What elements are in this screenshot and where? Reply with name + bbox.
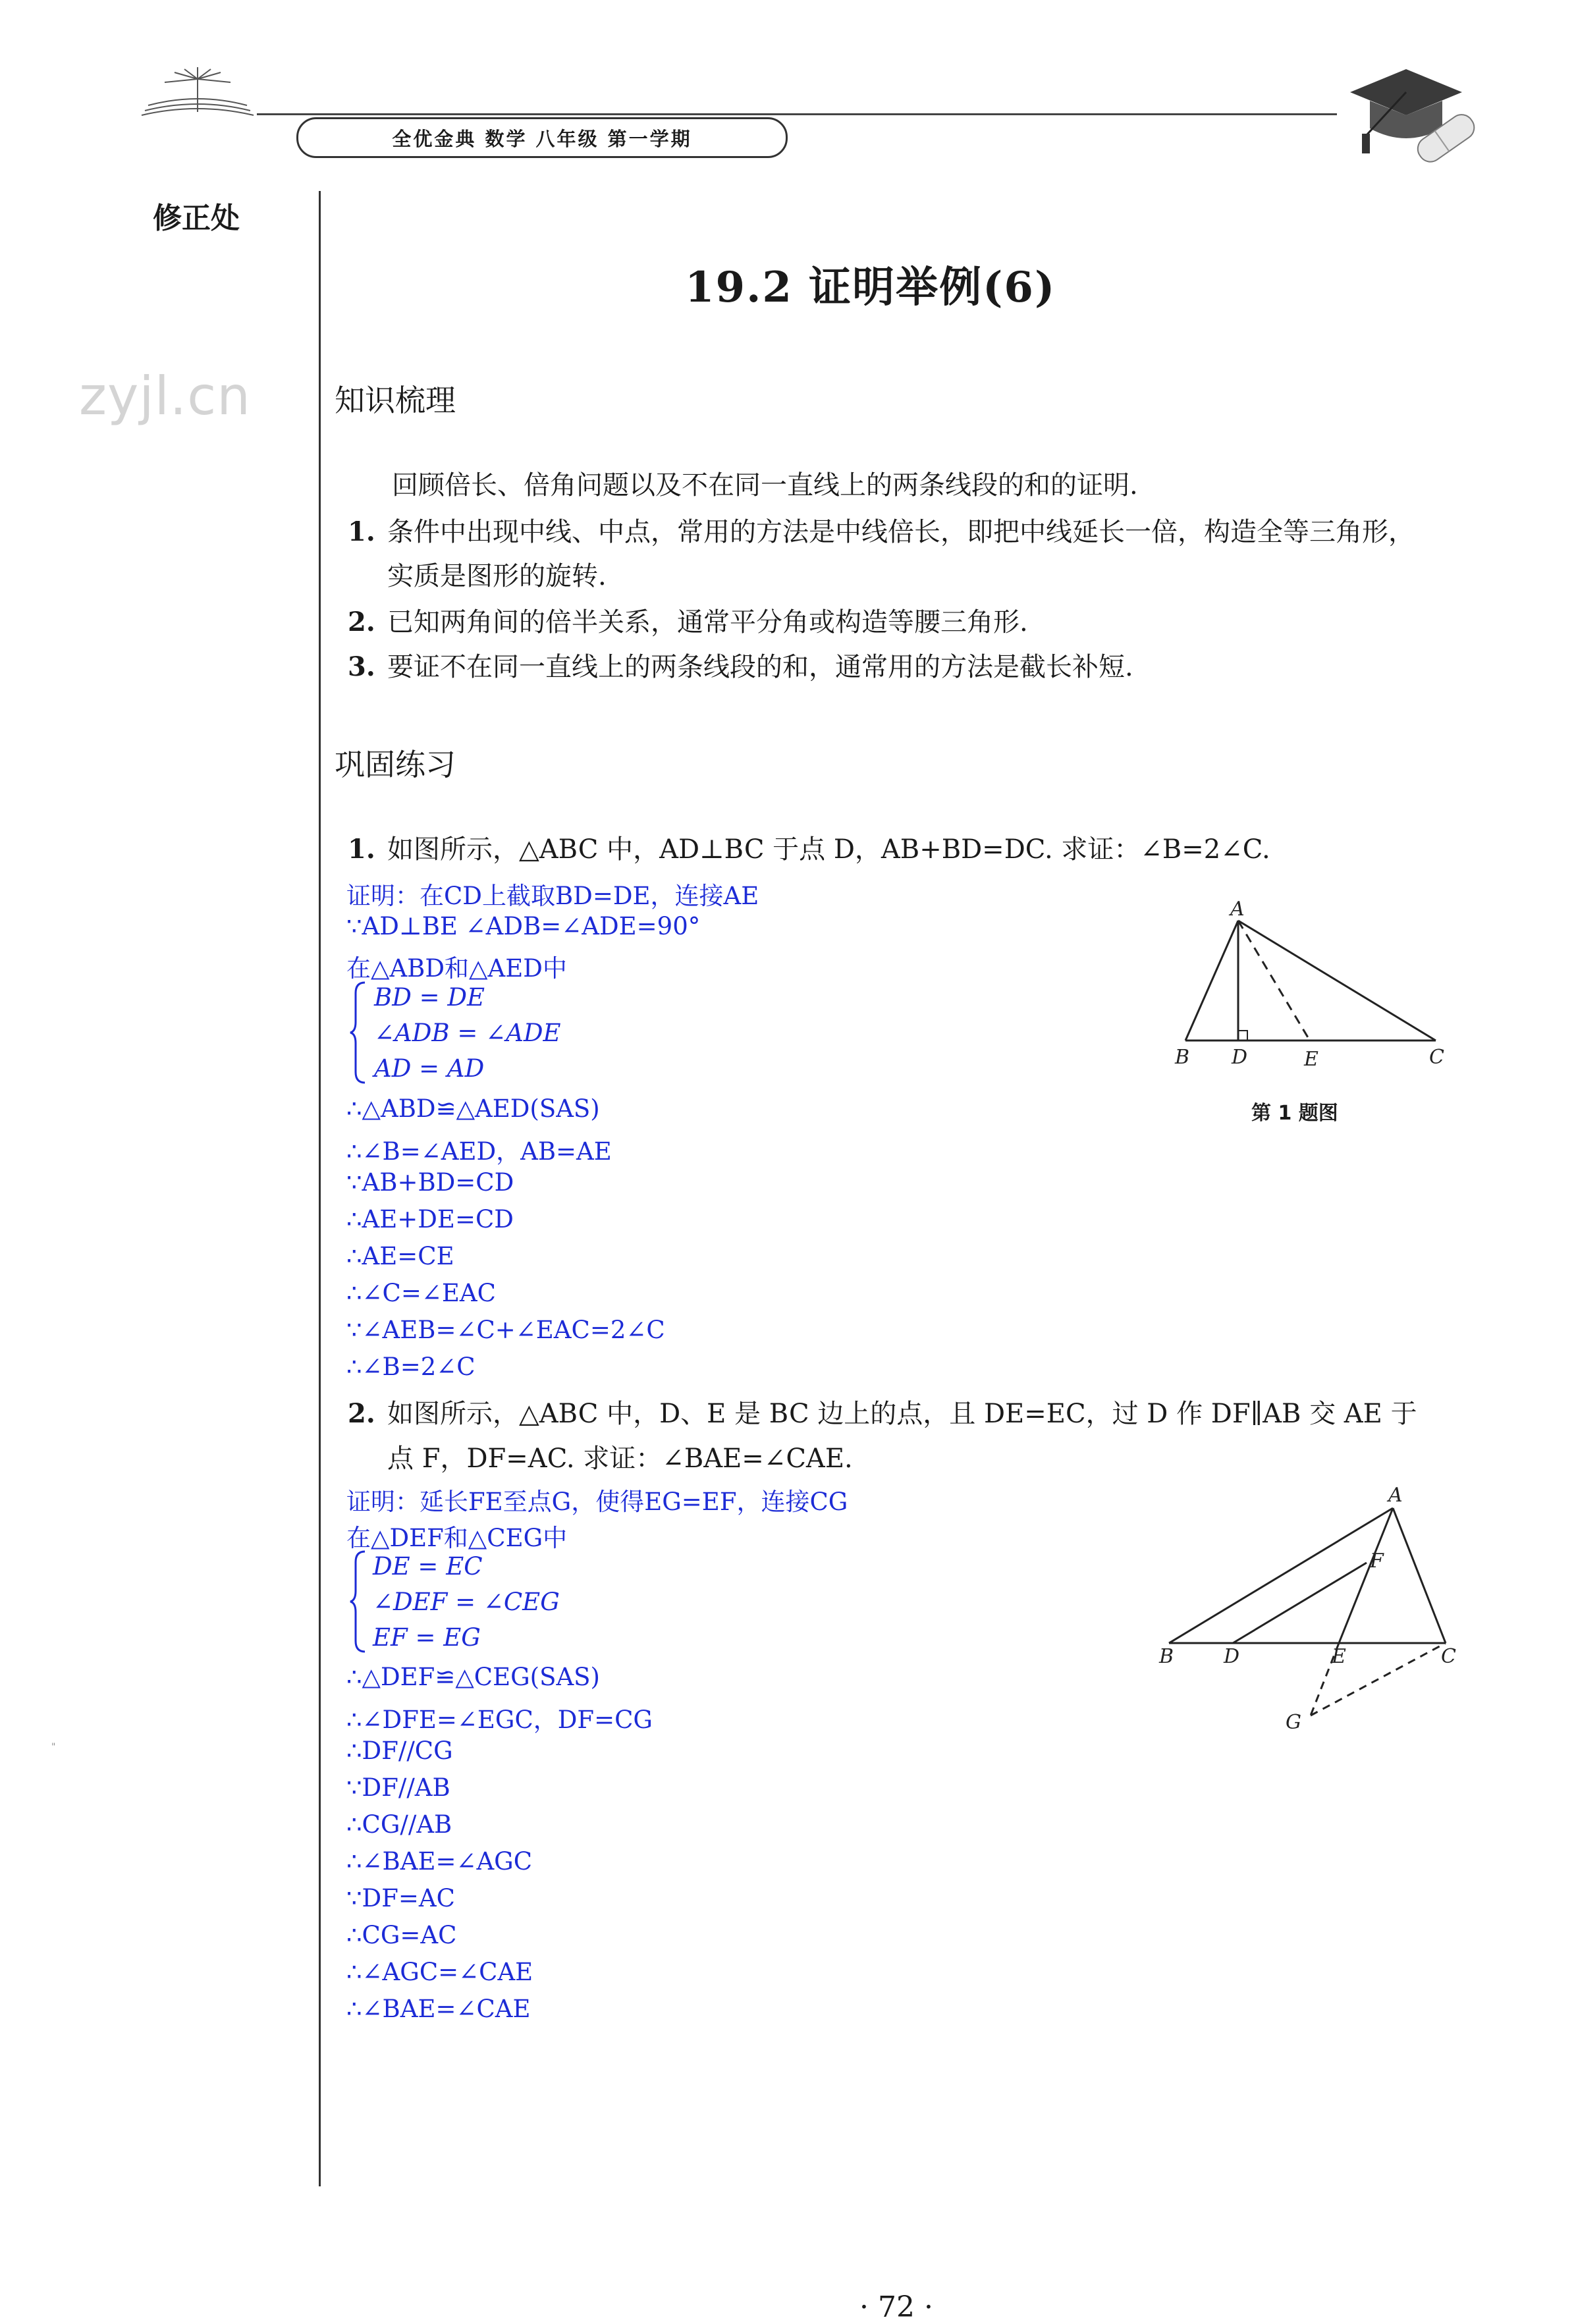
q2-label-c: C	[1441, 1645, 1456, 1668]
q1-after-line-1: ∴△ABD≌△AED(SAS)	[346, 1094, 600, 1123]
q2-proof-line-1: 证明：延长FE至点G，使得EG=EF，连接CG	[346, 1488, 848, 1516]
q1-number: 1.	[348, 834, 375, 865]
q1-label-a: A	[1230, 898, 1245, 921]
q2-segment-ab	[1169, 1508, 1393, 1643]
q2-after-line-3: ∴DF//CG	[346, 1737, 453, 1765]
q2-after-line-8: ∴CG=AC	[346, 1921, 457, 1949]
q2-figure	[1146, 1475, 1475, 1739]
q1-after-line-3: ∵AB+BD=CD	[346, 1168, 514, 1197]
q1-label-b: B	[1175, 1046, 1190, 1069]
q2-after-line-5: ∴CG//AB	[346, 1810, 452, 1839]
knowledge-item-3-line-1: 要证不在同一直线上的两条线段的和，通常用的方法是截长补短.	[387, 652, 1133, 682]
q1-after-line-8: ∴∠B=2∠C	[346, 1353, 476, 1381]
q2-statement-line-2: 点 F，DF=AC. 求证：∠BAE=∠CAE.	[387, 1444, 853, 1474]
q1-segment-ab	[1185, 921, 1238, 1040]
q1-label-e: E	[1304, 1048, 1318, 1071]
q1-segment-ac	[1238, 921, 1436, 1040]
q1-proof-line-1: 证明：在CD上截取BD=DE，连接AE	[346, 882, 759, 910]
knowledge-item-3-num: 3.	[348, 651, 375, 682]
q2-brace-row-1: DE = EC	[373, 1552, 483, 1581]
q1-figure-caption: 第 1 题图	[1251, 1102, 1338, 1125]
q2-brace	[349, 1549, 369, 1654]
q1-figure	[1166, 889, 1462, 1080]
correction-margin-label: 修正处	[153, 202, 240, 235]
q2-after-line-2: ∴∠DFE=∠EGC，DF=CG	[346, 1706, 653, 1734]
q1-brace	[349, 980, 369, 1085]
section-title: 19.2 证明举例(6)	[685, 263, 1056, 312]
q2-statement-line-1: 如图所示，△ABC 中，D、E 是 BC 边上的点，且 DE=EC，过 D 作 DF∥AB 交 AE 于	[387, 1399, 1417, 1429]
q1-right-angle-mark	[1238, 1031, 1247, 1040]
margin-divider-lower	[319, 1390, 321, 2186]
q2-after-line-4: ∵DF//AB	[346, 1773, 450, 1802]
page-number: · 72 ·	[859, 2290, 933, 2324]
q2-label-d: D	[1224, 1645, 1240, 1668]
q1-proof-line-3: 在△ABD和△AED中	[346, 954, 567, 983]
stray-mark: "	[51, 1742, 56, 1752]
watermark: zyjl.cn	[79, 365, 251, 427]
q2-label-b: B	[1159, 1645, 1174, 1668]
knowledge-item-2-num: 2.	[348, 607, 375, 637]
q1-brace-row-2: ∠ADB = ∠ADE	[374, 1019, 561, 1047]
q1-statement: 如图所示，△ABC 中，AD⊥BC 于点 D，AB+BD=DC. 求证：∠B=2∠C.	[387, 834, 1270, 865]
graduation-cap-icon	[1344, 56, 1482, 175]
q1-after-line-4: ∴AE+DE=CD	[346, 1205, 514, 1233]
q2-number: 2.	[348, 1398, 375, 1429]
q1-after-line-7: ∵∠AEB=∠C+∠EAC=2∠C	[346, 1316, 665, 1344]
q2-after-line-1: ∴△DEF≌△CEG(SAS)	[346, 1663, 600, 1691]
book-title: 全优金典 数学 八年级 第一学期	[296, 117, 788, 158]
q2-label-e: E	[1332, 1645, 1346, 1668]
open-book-logo-icon	[135, 66, 260, 125]
q2-label-f: F	[1370, 1550, 1384, 1573]
q2-after-line-7: ∵DF=AC	[346, 1884, 455, 1912]
q2-segment-df	[1233, 1563, 1367, 1643]
q1-label-d: D	[1232, 1046, 1248, 1069]
q2-brace-row-3: EF = EG	[373, 1623, 481, 1652]
q2-after-line-9: ∴∠AGC=∠CAE	[346, 1958, 533, 1986]
q2-after-line-10: ∴∠BAE=∠CAE	[346, 1995, 531, 2023]
q2-label-g: G	[1286, 1711, 1301, 1734]
q1-segment-ae-dashed	[1238, 921, 1311, 1042]
knowledge-item-1-line-2: 实质是图形的旋转.	[387, 561, 607, 591]
q2-segment-ac	[1393, 1508, 1446, 1643]
q1-after-line-2: ∴∠B=∠AED，AB=AE	[346, 1137, 612, 1166]
knowledge-item-2-line-1: 已知两角间的倍半关系，通常平分角或构造等腰三角形.	[387, 607, 1028, 637]
q1-brace-row-3: AD = AD	[374, 1054, 485, 1083]
q1-after-line-6: ∴∠C=∠EAC	[346, 1279, 496, 1307]
q2-proof-line-2: 在△DEF和△CEG中	[346, 1524, 568, 1552]
q2-label-a: A	[1388, 1484, 1403, 1507]
header-rule	[257, 113, 1337, 115]
knowledge-item-1-num: 1.	[348, 516, 375, 547]
q2-after-line-6: ∴∠BAE=∠AGC	[346, 1847, 533, 1876]
q1-label-c: C	[1429, 1046, 1444, 1069]
knowledge-item-1-line-1: 条件中出现中线、中点，常用的方法是中线倍长，即把中线延长一倍，构造全等三角形，	[387, 517, 1415, 547]
knowledge-intro: 回顾倍长、倍角问题以及不在同一直线上的两条线段的和的证明.	[392, 470, 1138, 500]
q1-after-line-5: ∴AE=CE	[346, 1242, 454, 1270]
q2-segment-cg-dashed	[1311, 1643, 1446, 1716]
q1-proof-line-2: ∵AD⊥BE ∠ADB=∠ADE=90°	[346, 912, 701, 940]
q1-brace-row-1: BD = DE	[374, 983, 485, 1012]
knowledge-heading: 知识梳理	[335, 383, 456, 418]
practice-heading: 巩固练习	[335, 747, 456, 782]
q2-brace-row-2: ∠DEF = ∠CEG	[373, 1588, 560, 1616]
